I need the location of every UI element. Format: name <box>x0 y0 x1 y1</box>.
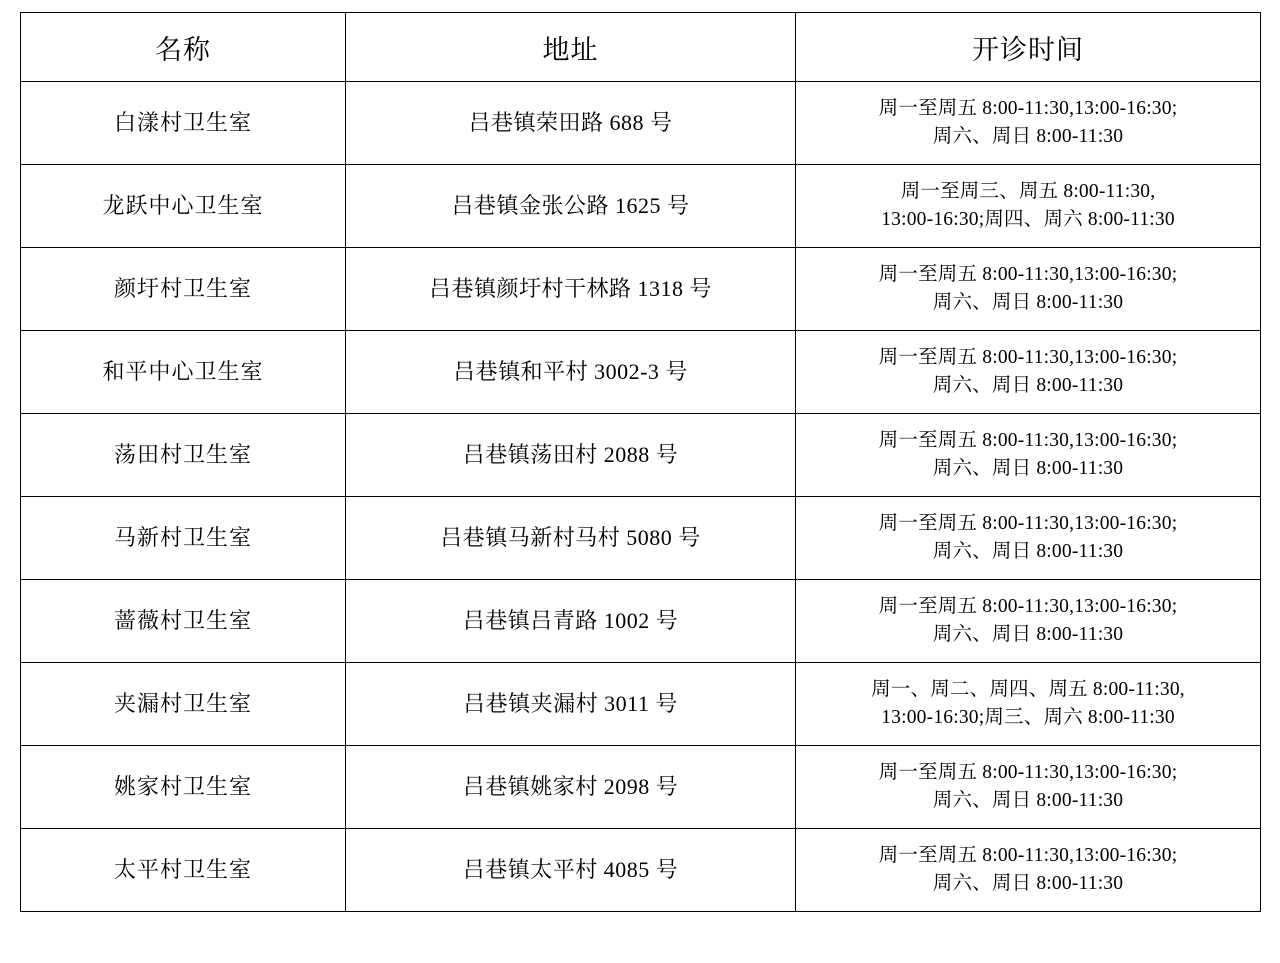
cell-hours <box>796 414 1261 497</box>
cell-hours <box>796 580 1261 663</box>
cell-address: 吕巷镇荡田村 2088 号 <box>346 414 796 497</box>
table-header <box>21 13 1261 82</box>
column-header-name: 名称 <box>21 13 346 82</box>
cell-address: 吕巷镇太平村 4085 号 <box>346 829 796 912</box>
cell-name: 太平村卫生室 <box>21 829 346 912</box>
cell-address: 吕巷镇吕青路 1002 号 <box>346 580 796 663</box>
table-body <box>21 82 1261 912</box>
cell-hours-line1: 周一至周五 8:00-11:30,13:00-16:30; <box>878 97 1178 119</box>
cell-hours <box>796 331 1261 414</box>
cell-address: 吕巷镇荣田路 688 号 <box>346 82 796 165</box>
table-row <box>21 497 1261 580</box>
table-row <box>21 248 1261 331</box>
cell-name: 和平中心卫生室 <box>21 331 346 414</box>
cell-hours <box>796 82 1261 165</box>
cell-address: 吕巷镇姚家村 2098 号 <box>346 746 796 829</box>
cell-hours <box>796 248 1261 331</box>
table-row <box>21 82 1261 165</box>
cell-name: 颜圩村卫生室 <box>21 248 346 331</box>
cell-hours-line1: 周一至周五 8:00-11:30,13:00-16:30; <box>878 844 1178 866</box>
cell-hours <box>796 165 1261 248</box>
cell-hours-line1: 周一至周五 8:00-11:30,13:00-16:30; <box>878 595 1178 617</box>
cell-hours-line2: 周六、周日 8:00-11:30 <box>932 375 1124 396</box>
cell-address: 吕巷镇和平村 3002-3 号 <box>346 331 796 414</box>
table-row <box>21 331 1261 414</box>
cell-hours-line1: 周一至周五 8:00-11:30,13:00-16:30; <box>878 512 1178 534</box>
cell-address: 吕巷镇马新村马村 5080 号 <box>346 497 796 580</box>
clinic-schedule-table <box>20 12 1261 912</box>
cell-hours-line2: 周六、周日 8:00-11:30 <box>932 624 1124 645</box>
cell-name: 荡田村卫生室 <box>21 414 346 497</box>
cell-name: 姚家村卫生室 <box>21 746 346 829</box>
cell-hours-line1: 周一至周五 8:00-11:30,13:00-16:30; <box>878 346 1178 368</box>
cell-hours <box>796 497 1261 580</box>
cell-hours <box>796 829 1261 912</box>
cell-name: 马新村卫生室 <box>21 497 346 580</box>
cell-hours <box>796 663 1261 746</box>
cell-hours-line1: 周一至周五 8:00-11:30,13:00-16:30; <box>878 761 1178 783</box>
table-row <box>21 829 1261 912</box>
table-row <box>21 414 1261 497</box>
cell-name: 蔷薇村卫生室 <box>21 580 346 663</box>
cell-hours-line1: 周一至周三、周五 8:00-11:30, <box>900 180 1156 202</box>
cell-hours-line2: 周六、周日 8:00-11:30 <box>932 458 1124 479</box>
column-header-hours: 开诊时间 <box>796 13 1261 82</box>
cell-hours-line2: 周六、周日 8:00-11:30 <box>932 126 1124 147</box>
cell-hours-line2: 周六、周日 8:00-11:30 <box>932 292 1124 313</box>
table-row <box>21 663 1261 746</box>
cell-address: 吕巷镇颜圩村干林路 1318 号 <box>346 248 796 331</box>
table-row <box>21 746 1261 829</box>
column-header-address: 地址 <box>346 13 796 82</box>
cell-hours-line2: 周六、周日 8:00-11:30 <box>932 873 1124 894</box>
cell-hours-line2: 周六、周日 8:00-11:30 <box>932 541 1124 562</box>
cell-hours-line1: 周一至周五 8:00-11:30,13:00-16:30; <box>878 429 1178 451</box>
table-row <box>21 580 1261 663</box>
table-row <box>21 165 1261 248</box>
cell-address: 吕巷镇夹漏村 3011 号 <box>346 663 796 746</box>
cell-hours-line2: 13:00-16:30;周四、周六 8:00-11:30 <box>881 209 1175 230</box>
cell-hours <box>796 746 1261 829</box>
cell-hours-line2: 13:00-16:30;周三、周六 8:00-11:30 <box>881 707 1175 728</box>
cell-address: 吕巷镇金张公路 1625 号 <box>346 165 796 248</box>
table-header-row <box>21 13 1261 82</box>
cell-name: 龙跃中心卫生室 <box>21 165 346 248</box>
cell-name: 白漾村卫生室 <box>21 82 346 165</box>
cell-name: 夹漏村卫生室 <box>21 663 346 746</box>
cell-hours-line2: 周六、周日 8:00-11:30 <box>932 790 1124 811</box>
cell-hours-line1: 周一、周二、周四、周五 8:00-11:30, <box>871 678 1185 700</box>
cell-hours-line1: 周一至周五 8:00-11:30,13:00-16:30; <box>878 263 1178 285</box>
